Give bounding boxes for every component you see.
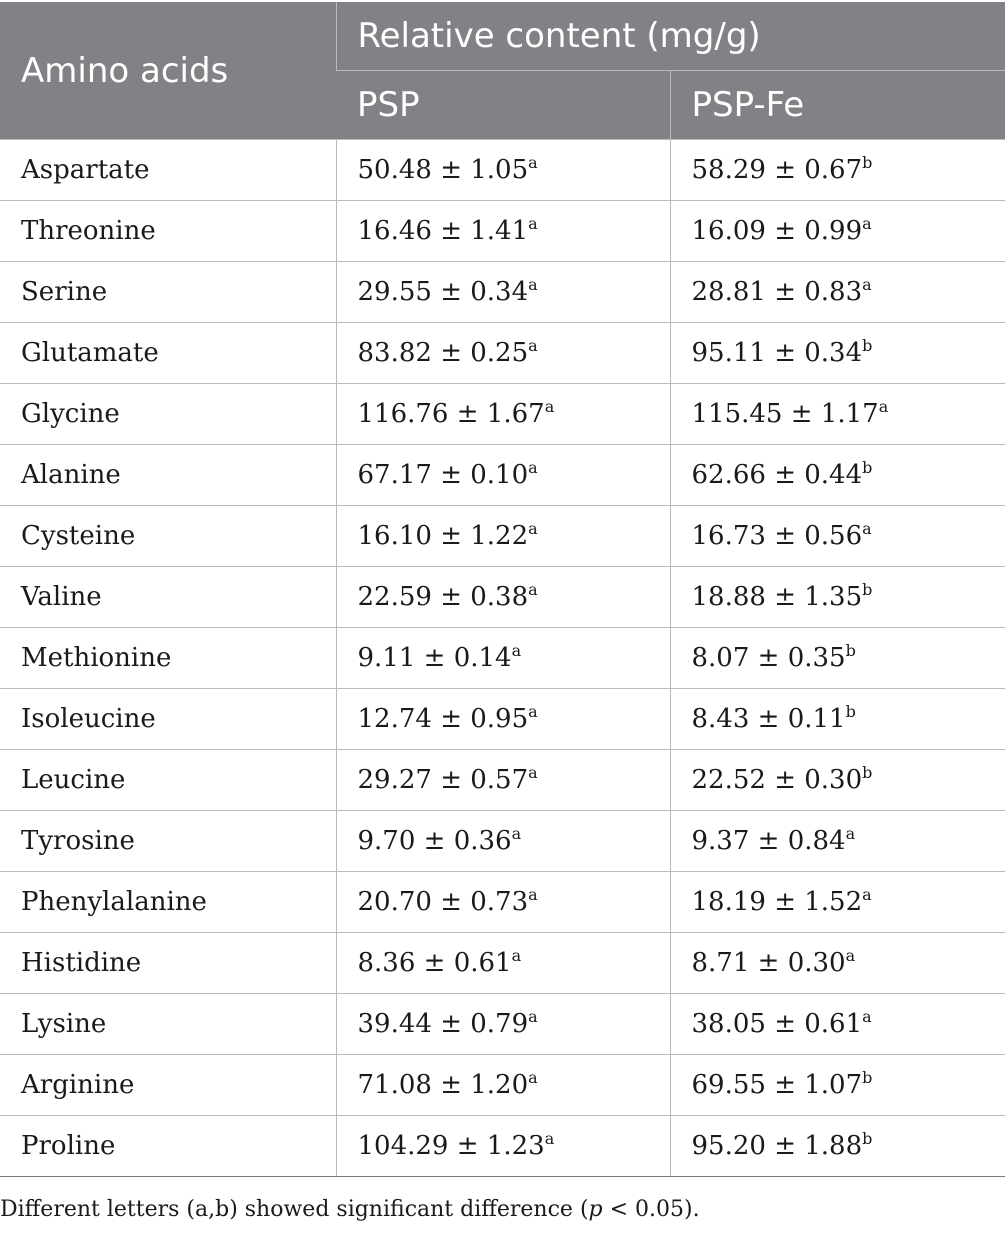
psp-significance-letter: a [528,702,538,721]
psp-fe-significance-letter: b [862,763,873,782]
header-psp-fe: PSP-Fe [670,71,1005,140]
psp-fe-significance-letter: a [845,946,856,965]
table-row [0,872,1005,933]
psp-fe-value: 38.05 ± 0.61$^a$ [670,994,1005,1055]
amino-acid-name: Histidine [0,933,336,994]
psp-fe-significance-letter: a [862,519,872,538]
psp-fe-significance-letter: b [862,458,873,477]
psp-fe-significance-letter: b [845,702,856,721]
header-amino-acids: Amino acids [0,2,336,140]
table-row [0,262,1005,323]
psp-significance-letter: a [544,397,555,416]
amino-acid-name: Aspartate [0,140,336,201]
psp-value: 20.70 ± 0.73$^a$ [336,872,670,933]
table-row [0,567,1005,628]
psp-significance-letter: a [528,458,538,477]
amino-acid-name: Glycine [0,384,336,445]
psp-fe-significance-letter: a [862,275,872,294]
psp-significance-letter: a [511,946,522,965]
amino-acid-name: Leucine [0,750,336,811]
psp-value: 22.59 ± 0.38$^a$ [336,567,670,628]
psp-value: 9.70 ± 0.36$^a$ [336,811,670,872]
psp-value: 12.74 ± 0.95$^a$ [336,689,670,750]
amino-acid-name: Valine [0,567,336,628]
table-row [0,506,1005,567]
amino-acid-name: Isoleucine [0,689,336,750]
psp-significance-letter: a [528,519,538,538]
header-psp: PSP [336,71,670,140]
header-row-group [0,2,1005,71]
psp-significance-letter: a [528,153,538,172]
psp-value: 116.76 ± 1.67$^a$ [336,384,670,445]
psp-value: 39.44 ± 0.79$^a$ [336,994,670,1055]
psp-value: 29.27 ± 0.57$^a$ [336,750,670,811]
table-row [0,201,1005,262]
psp-fe-value: 18.88 ± 1.35$^b$ [670,567,1005,628]
amino-acid-name: Threonine [0,201,336,262]
psp-fe-value: 58.29 ± 0.67$^b$ [670,140,1005,201]
psp-fe-significance-letter: a [862,1007,872,1026]
table-body [0,140,1005,1177]
psp-fe-value: 8.71 ± 0.30$^a$ [670,933,1005,994]
psp-fe-value: 16.73 ± 0.56$^a$ [670,506,1005,567]
psp-fe-value: 16.09 ± 0.99$^a$ [670,201,1005,262]
psp-fe-value: 95.20 ± 1.88$^b$ [670,1116,1005,1177]
psp-significance-letter: a [528,336,538,355]
psp-fe-significance-letter: b [862,1129,873,1148]
table-footnote [0,1197,700,1222]
psp-value: 29.55 ± 0.34$^a$ [336,262,670,323]
psp-significance-letter: a [544,1129,555,1148]
psp-fe-value: 22.52 ± 0.30$^b$ [670,750,1005,811]
psp-value: 50.48 ± 1.05$^a$ [336,140,670,201]
amino-acid-name: Serine [0,262,336,323]
psp-fe-value: 115.45 ± 1.17$^a$ [670,384,1005,445]
table-row [0,1055,1005,1116]
psp-fe-value: 8.07 ± 0.35$^b$ [670,628,1005,689]
psp-fe-significance-letter: b [862,336,873,355]
psp-value: 71.08 ± 1.20$^a$ [336,1055,670,1116]
psp-fe-significance-letter: b [862,1068,873,1087]
amino-acid-name: Phenylalanine [0,872,336,933]
table-row [0,933,1005,994]
psp-significance-letter: a [528,214,538,233]
psp-significance-letter: a [511,824,522,843]
amino-acid-name: Tyrosine [0,811,336,872]
footnote-text-post: < 0.05). [602,1197,700,1222]
psp-significance-letter: a [528,885,538,904]
amino-acid-name: Arginine [0,1055,336,1116]
psp-fe-value: 8.43 ± 0.11$^b$ [670,689,1005,750]
psp-fe-value: 9.37 ± 0.84$^a$ [670,811,1005,872]
psp-value: 67.17 ± 0.10$^a$ [336,445,670,506]
table-row [0,384,1005,445]
psp-value: 16.46 ± 1.41$^a$ [336,201,670,262]
amino-acid-name: Cysteine [0,506,336,567]
amino-acid-name: Methionine [0,628,336,689]
amino-acid-name: Proline [0,1116,336,1177]
psp-significance-letter: a [528,1068,538,1087]
psp-significance-letter: a [528,1007,538,1026]
psp-value: 16.10 ± 1.22$^a$ [336,506,670,567]
psp-fe-value: 69.55 ± 1.07$^b$ [670,1055,1005,1116]
amino-acid-name: Glutamate [0,323,336,384]
table-row [0,323,1005,384]
psp-fe-value: 18.19 ± 1.52$^a$ [670,872,1005,933]
psp-fe-significance-letter: a [845,824,856,843]
table-row [0,994,1005,1055]
header-relative-content: Relative content (mg/g) [336,2,1005,71]
table-row [0,628,1005,689]
psp-value: 83.82 ± 0.25$^a$ [336,323,670,384]
footnote-p-symbol: p [588,1197,603,1222]
psp-value: 8.36 ± 0.61$^a$ [336,933,670,994]
psp-fe-significance-letter: b [845,641,856,660]
psp-value: 104.29 ± 1.23$^a$ [336,1116,670,1177]
psp-fe-value: 95.11 ± 0.34$^b$ [670,323,1005,384]
psp-fe-value: 62.66 ± 0.44$^b$ [670,445,1005,506]
footnote-text-pre: Different letters (a,b) showed significant difference ( [0,1197,589,1222]
psp-fe-significance-letter: a [878,397,889,416]
amino-acid-name: Alanine [0,445,336,506]
psp-value: 9.11 ± 0.14$^a$ [336,628,670,689]
psp-fe-value: 28.81 ± 0.83$^a$ [670,262,1005,323]
psp-fe-significance-letter: b [862,580,873,599]
psp-significance-letter: a [528,275,538,294]
amino-acid-name: Lysine [0,994,336,1055]
psp-fe-significance-letter: a [862,885,872,904]
psp-fe-significance-letter: b [862,153,873,172]
psp-significance-letter: a [511,641,522,660]
table-row [0,1116,1005,1177]
psp-significance-letter: a [528,763,538,782]
amino-acid-table [0,2,1005,1177]
table-row [0,445,1005,506]
table-row [0,140,1005,201]
table-row [0,750,1005,811]
psp-fe-significance-letter: a [862,214,872,233]
table-row [0,811,1005,872]
table-row [0,689,1005,750]
psp-significance-letter: a [528,580,538,599]
